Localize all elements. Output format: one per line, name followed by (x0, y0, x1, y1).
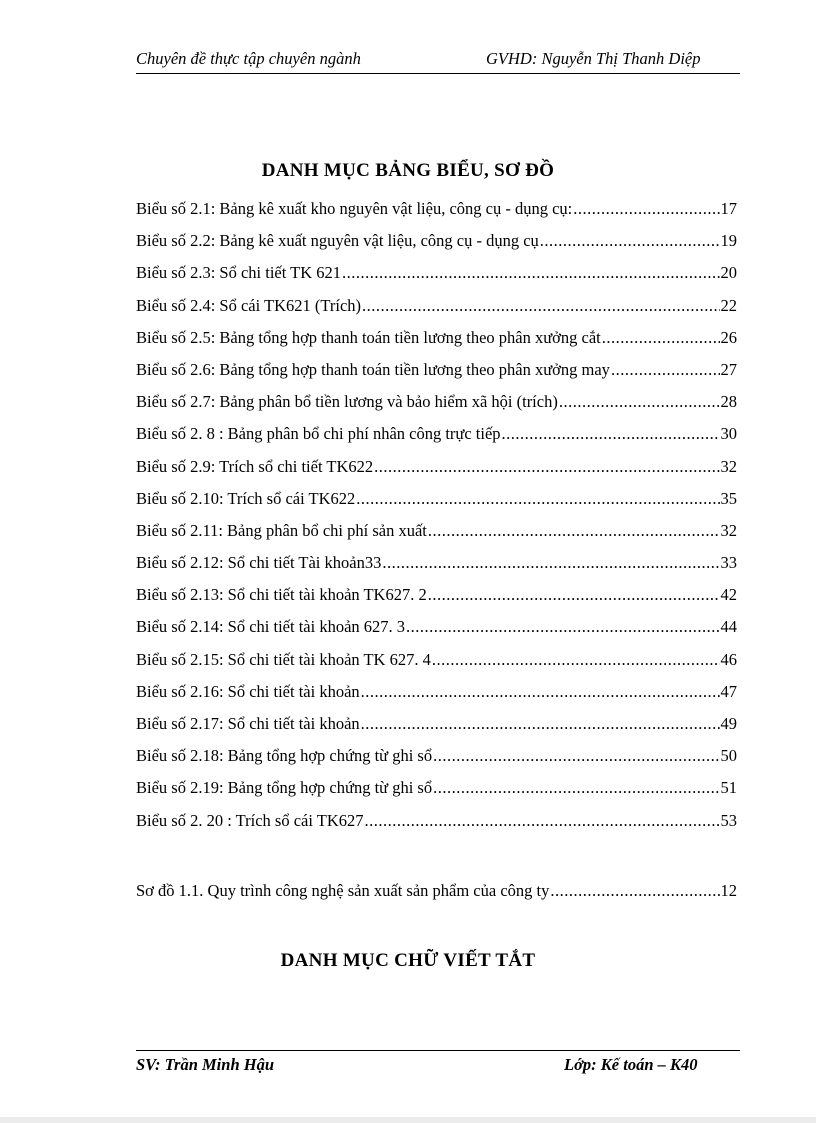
diagrams-list (136, 881, 737, 913)
toc-entry-label: Biểu số 2.5: Bảng tổng hợp thanh toán tiền lương theo phân xưởng cắt (136, 327, 601, 347)
toc-entry-label: Biểu số 2.2: Bảng kê xuất nguyên vật liệu, công cụ - dụng cụ (136, 231, 539, 251)
toc-entry-label: Biểu số 2.12: Sổ chi tiết Tài khoản33 (136, 553, 382, 573)
footer-student: SV: Trần Minh Hậu (136, 1055, 275, 1074)
tables-list (136, 199, 737, 843)
toc-entry-label: Biểu số 2.11: Bảng phân bổ chi phí sản xuất (136, 520, 427, 540)
toc-leader-dots (540, 231, 720, 251)
toc-entry-page: 42 (720, 585, 737, 605)
toc-entry-page: 30 (720, 424, 737, 444)
toc-entry-page: 46 (720, 649, 737, 669)
toc-leader-dots (362, 296, 719, 316)
toc-entry[interactable] (136, 489, 737, 521)
toc-leader-dots (602, 328, 720, 348)
toc-entry-label: Biểu số 2.19: Bảng tổng hợp chứng từ ghi sổ (136, 778, 433, 798)
toc-entry[interactable] (136, 585, 737, 617)
toc-leader-dots (361, 682, 720, 702)
toc-entry-label: Biểu số 2.1: Bảng kê xuất kho nguyên vật liệu, công cụ - dụng cụ: (136, 199, 573, 218)
page-header (136, 49, 740, 74)
toc-entry[interactable] (136, 392, 737, 424)
toc-leader-dots (559, 392, 720, 412)
toc-entry-page: 44 (720, 617, 737, 637)
toc-entry[interactable] (136, 424, 737, 456)
toc-entry[interactable] (136, 617, 737, 649)
toc-entry-label: Biểu số 2.7: Bảng phân bổ tiền lương và bảo hiểm xã hội (trích) (136, 392, 558, 412)
toc-entry-label: Biểu số 2. 20 : Trích sổ cái TK627 (136, 810, 364, 830)
toc-entry-label: Biểu số 2. 8 : Bảng phân bổ chi phí nhân công trực tiếp (136, 424, 501, 444)
toc-leader-dots (406, 617, 719, 637)
toc-leader-dots (356, 489, 719, 509)
footer-class: Lớp: Kế toán – K40 (564, 1055, 698, 1074)
toc-entry-diagram[interactable] (136, 881, 737, 913)
toc-entry-label: Biểu số 2.16: Sổ chi tiết tài khoản (136, 681, 360, 701)
toc-leader-dots (361, 714, 720, 734)
abbreviations-title: DANH MỤC CHỮ VIẾT TẮT (280, 950, 536, 971)
toc-entry-label: Biểu số 2.6: Bảng tổng hợp thanh toán tiền lương theo phân xưởng may (136, 359, 610, 379)
toc-entry-label: Biểu số 2.17: Sổ chi tiết tài khoản (136, 714, 360, 733)
toc-entry-label: Sơ đồ 1.1. Quy trình công nghệ sản xuất sản phẩm của công ty (136, 881, 550, 900)
toc-leader-dots (550, 881, 719, 901)
toc-entry[interactable] (136, 296, 737, 328)
toc-entry[interactable] (136, 778, 737, 810)
page-bottom-strip (0, 1117, 816, 1123)
toc-entry-page: 22 (720, 295, 737, 315)
toc-entry-page: 49 (720, 714, 737, 733)
tables-list-title: DANH MỤC BẢNG BIỂU, SƠ ĐỒ (261, 160, 555, 181)
toc-entry-page: 51 (720, 778, 737, 798)
toc-leader-dots (365, 811, 720, 831)
toc-entry-page: 19 (720, 231, 737, 251)
toc-entry-label: Biểu số 2.3: Sổ chi tiết TK 621 (136, 263, 342, 283)
toc-leader-dots (502, 424, 720, 444)
toc-entry-page: 26 (720, 327, 737, 347)
toc-entry-page: 20 (720, 263, 737, 283)
toc-entry-page: 53 (720, 810, 737, 830)
toc-entry[interactable] (136, 811, 737, 843)
toc-entry-label: Biểu số 2.13: Sổ chi tiết tài khoản TK627. 2 (136, 585, 427, 605)
toc-entry-page: 32 (720, 456, 737, 476)
toc-entry-page: 27 (720, 359, 737, 379)
toc-leader-dots (342, 263, 719, 283)
toc-leader-dots (573, 199, 719, 219)
toc-entry-page: 32 (720, 520, 737, 540)
toc-leader-dots (428, 521, 720, 541)
toc-leader-dots (374, 457, 719, 477)
toc-entry-page: 33 (720, 553, 737, 573)
toc-entry[interactable] (136, 650, 737, 682)
toc-entry-label: Biểu số 2.9: Trích sổ chi tiết TK622 (136, 456, 374, 476)
toc-entry-page: 28 (720, 392, 737, 412)
page-footer (136, 1050, 740, 1074)
toc-entry[interactable] (136, 231, 737, 263)
header-topic: Chuyên đề thực tập chuyên ngành (136, 49, 361, 68)
toc-entry-page: 35 (720, 488, 737, 508)
toc-entry[interactable] (136, 360, 737, 392)
toc-entry-label: Biểu số 2.10: Trích sổ cái TK622 (136, 488, 356, 508)
toc-entry-page: 50 (720, 746, 737, 766)
toc-leader-dots (382, 553, 719, 573)
toc-entry[interactable] (136, 457, 737, 489)
toc-entry-page: 47 (720, 681, 737, 701)
toc-entry[interactable] (136, 682, 737, 714)
toc-leader-dots (432, 650, 720, 670)
toc-leader-dots (433, 746, 719, 766)
toc-leader-dots (433, 778, 719, 798)
toc-entry[interactable] (136, 521, 737, 553)
toc-entry[interactable] (136, 714, 737, 746)
toc-entry[interactable] (136, 553, 737, 585)
toc-entry-label: Biểu số 2.14: Sổ chi tiết tài khoản 627. 3 (136, 617, 406, 637)
toc-entry-page: 12 (720, 881, 737, 900)
toc-entry-page: 17 (720, 199, 737, 218)
toc-entry[interactable] (136, 199, 737, 231)
header-supervisor: GVHD: Nguyễn Thị Thanh Diệp (486, 49, 701, 68)
toc-entry-label: Biểu số 2.15: Sổ chi tiết tài khoản TK 627. 4 (136, 649, 431, 669)
toc-entry-label: Biểu số 2.4: Sổ cái TK621 (Trích) (136, 295, 362, 315)
toc-entry[interactable] (136, 263, 737, 295)
toc-entry[interactable] (136, 746, 737, 778)
toc-leader-dots (611, 360, 720, 380)
toc-entry[interactable] (136, 328, 737, 360)
toc-entry-label: Biểu số 2.18: Bảng tổng hợp chứng từ ghi sổ (136, 746, 433, 766)
toc-leader-dots (428, 585, 720, 605)
